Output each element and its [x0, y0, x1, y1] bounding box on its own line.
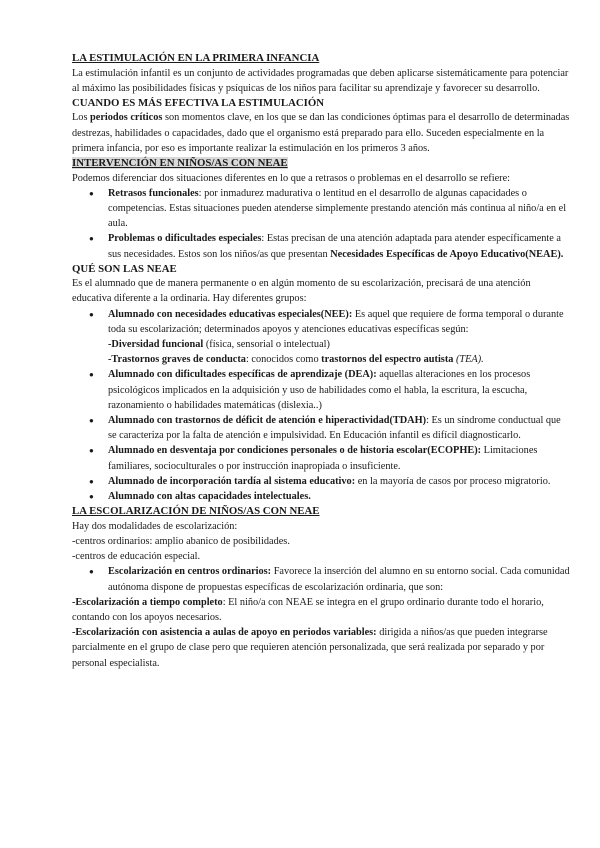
cuando-pre: Los [72, 112, 91, 124]
cuando-bold: periodos críticos [90, 112, 163, 124]
esc-line-2: -centros de educación especial. [72, 551, 201, 563]
list-item [72, 231, 570, 261]
diversidad-line [108, 337, 570, 352]
tardia-text: en la mayoría de casos por proceso migratorio. [355, 475, 551, 487]
div-bold: -Diversidad funcional [108, 339, 206, 351]
list-item [72, 564, 570, 594]
dea-bold: Alumnado con dificultades específicas de aprendizaje (DEA): [108, 369, 377, 381]
esc-line-1: -centros ordinarios: amplio abanico de posibilidades. [72, 535, 290, 547]
esc-intro: Hay dos modalidades de escolarización: [72, 520, 238, 532]
altas-bold: Alumnado con altas capacidades intelectuales. [108, 491, 311, 503]
intro-paragraph: La estimulación infantil es un conjunto de actividades programadas que deben aplicarse sistemáticamente para potenciar al máximo las posibilidades físicas y psíquicas de los niños para facilitar su aprendizaje y favorecer su desarrollo. [72, 67, 569, 94]
tra-bold: -Trastornos graves de conducta [108, 354, 246, 366]
intervencion-list [72, 186, 570, 262]
list-item [72, 186, 570, 232]
tra-em: (TEA). [453, 354, 484, 366]
esc-item-bold: Escolarización en centros ordinarios: [108, 566, 272, 578]
tiempo-completo-paragraph [72, 595, 570, 625]
heading-intervencion-text: INTERVENCIÓN EN NIÑOS/AS CON NEAE [72, 157, 288, 170]
cuando-post: son momentos clave, en los que se dan las condiciones óptimas para el desarrollo de determinadas destrezas, habilidades o capacidades, dado que el organismo está preparado para ello. Suceden especialmente en la primera infancia, por eso es importante realizar la estimulación en los primeros 3 años. [72, 112, 570, 154]
dea-text: aquellas alteraciones en los procesos psicológicos implicados en la adquisición y uso de habilidades como el habla, la escritura, la escucha, razonamiento o habilidades matemáticas (dislexia..) [108, 369, 531, 411]
tdah-bold: Alumnado con trastornos de déficit de atención e hiperactividad(TDAH) [108, 415, 427, 427]
heading-intervencion [72, 156, 570, 171]
esc-list [72, 564, 570, 594]
tiempo-text: : El niño/a con NEAE se integra en el grupo ordinario durante todo el horario, contando con los apoyos necesarios. [72, 596, 544, 623]
nee-bold: Alumnado con necesidades educativas especiales(NEE): [108, 308, 353, 320]
list-item [72, 489, 570, 504]
ecophe-text: Limitaciones familiares, socioculturales o por instrucción inapropiada o insuficiente. [108, 445, 538, 472]
neae-list [72, 307, 570, 505]
ecophe-bold: Alumnado en desventaja por condiciones personales o de historia escolar(ECOPHE): [108, 445, 482, 457]
trastornos-line [108, 352, 570, 367]
esc-item-text: Favorece la inserción del alumno en su entorno social. Cada comunidad autónoma dispone de propuestas específicas de escolarización ordinaria, que son: [108, 566, 570, 593]
que-intro: Es el alumnado que de manera permanente o en algún momento de su escolarización, precisará de una atención educativa diferente a la ordinaria. Hay diferentes grupos: [72, 278, 531, 305]
heading-escolarizacion: LA ESCOLARIZACIÓN DE NIÑOS/AS CON NEAE [72, 505, 320, 518]
heading-cuando: CUANDO ES MÁS EFECTIVA LA ESTIMULACIÓN [72, 96, 325, 109]
nee-text: Es aquel que requiere de forma temporal o durante toda su escolarización; determinados apoyos y atenciones educativas específicas según: [108, 308, 564, 335]
list-item [72, 307, 570, 368]
aulas-bold: -Escolarización con asistencia a aulas de apoyo en periodos variables: [72, 627, 377, 639]
list-item [72, 443, 570, 473]
page-title: LA ESTIMULACIÓN EN LA PRIMERA INFANCIA [72, 52, 320, 64]
cuando-paragraph [72, 110, 570, 156]
intervencion-intro: Podemos diferenciar dos situaciones diferentes en lo que a retrasos o problemas en el desarrollo se refiere: [72, 172, 511, 184]
list-item [72, 474, 570, 489]
item-bold: Problemas o dificultades especiales [108, 233, 262, 245]
item-bold: Retrasos funcionales [108, 187, 199, 199]
tardia-bold: Alumnado de incorporación tardía al sistema educativo: [108, 475, 356, 487]
heading-que: QUÉ SON LAS NEAE [72, 262, 177, 275]
aulas-apoyo-paragraph [72, 625, 570, 671]
item-text: : por inmadurez madurativa o lentitud en el desarrollo de algunas capacidades o competencias. Estas situaciones pueden atenderse simplemente prestando atención más continua al niño/a en el aula. [108, 187, 567, 230]
tra-bold-2: trastornos del espectro autista [321, 354, 454, 366]
tiempo-bold: -Escolarización a tiempo completo [72, 596, 223, 608]
tdah-text: : Es un síndrome conductual que se caracteriza por la falta de atención e impulsividad. En Educación infantil es difícil diagnosticarlo. [108, 415, 561, 442]
aulas-text: dirigida a niños/as que pueden integrarse parcialmente en el grupo de clase pero que requieren atención personalizada, que será realizada por separado y por personal especialista. [72, 627, 548, 669]
item-bold-2: Necesidades Específicas de Apoyo Educativo(NEAE). [330, 248, 564, 260]
item-text: : Estas precisan de una atención adaptada para atender específicamente a sus necesidades. Estos son los niños/as que presentan [108, 233, 562, 260]
list-item [72, 367, 570, 413]
list-item [72, 413, 570, 443]
div-text: (física, sensorial o intelectual) [205, 339, 330, 351]
tra-text: : conocidos como [245, 354, 322, 366]
